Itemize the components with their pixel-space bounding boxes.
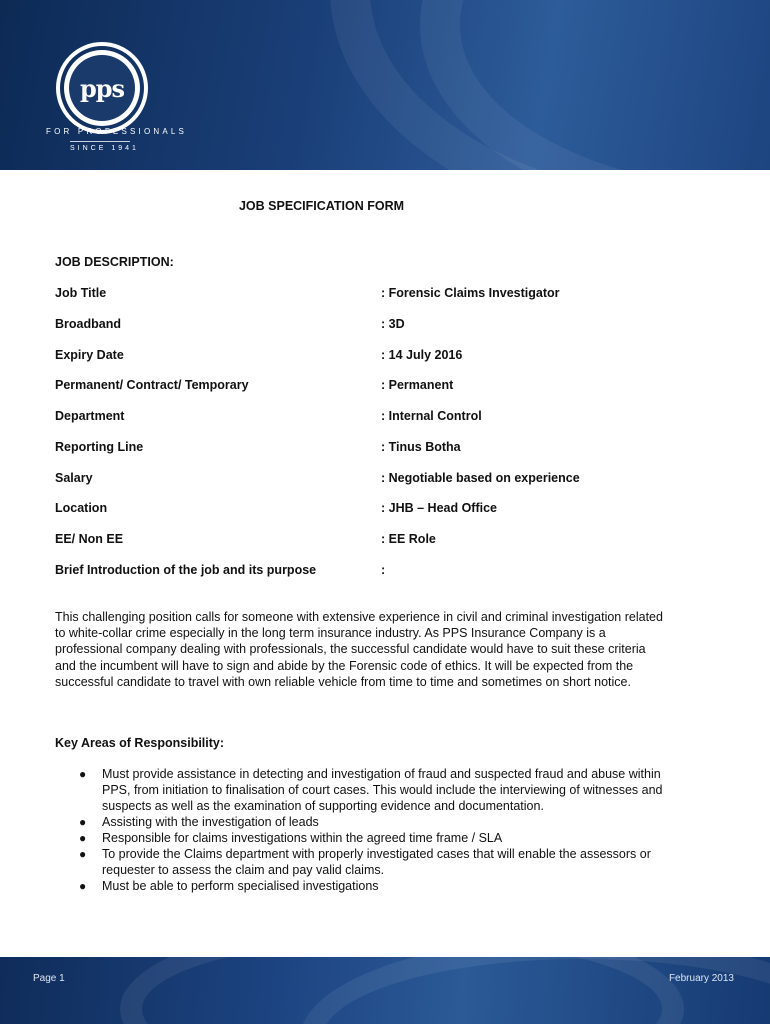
field-row	[55, 501, 715, 519]
field-row	[55, 409, 715, 427]
page-footer-banner	[0, 957, 770, 1024]
field-value: : Permanent	[381, 378, 454, 392]
list-item	[55, 878, 665, 894]
field-label: Location	[55, 501, 108, 515]
job-introduction-paragraph: This challenging position calls for someone with extensive experience in civil and criminal investigation related to white-collar crime especially in the long term insurance industry. As PPS Insurance Company is a professional company dealing with professionals, the successful candidate would have to suit these criteria and the incumbent will have to sign and abide by the Forensic code of ethics. It will be expected from the successful candidate to travel with own reliable vehicle from time to time and sometimes on short notice.	[55, 610, 663, 689]
tagline-divider	[70, 141, 130, 142]
field-value: : JHB – Head Office	[381, 501, 498, 515]
field-row	[55, 348, 715, 366]
logo-tagline: FOR PROFESSIONALS	[46, 127, 188, 136]
field-label: Department	[55, 409, 125, 423]
field-value: : 14 July 2016	[381, 348, 463, 362]
bullet-icon: ●	[79, 815, 87, 829]
form-title: JOB SPECIFICATION FORM	[238, 199, 405, 213]
footer-date: February 2013	[668, 973, 734, 984]
field-label: Permanent/ Contract/ Temporary	[55, 378, 249, 392]
field-label: Job Title	[55, 286, 107, 300]
field-value: : Internal Control	[381, 409, 482, 423]
field-label: EE/ Non EE	[55, 532, 124, 546]
list-item-text: Responsible for claims investigations within the agreed time frame / SLA	[102, 831, 503, 845]
field-row	[55, 378, 715, 396]
field-value: : 3D	[381, 317, 405, 331]
job-description-heading: JOB DESCRIPTION:	[55, 255, 174, 269]
field-label: Salary	[55, 471, 93, 485]
field-value: : Negotiable based on experience	[381, 471, 580, 485]
field-row	[55, 440, 715, 458]
list-item-text: To provide the Claims department with properly investigated cases that will enable the assessors or requester to assess the claim and pay valid claims.	[102, 847, 651, 877]
page-number: Page 1	[33, 973, 65, 984]
pps-logo	[69, 55, 135, 121]
field-label: Brief Introduction of the job and its purpose	[55, 563, 317, 577]
logo-since: SINCE 1941	[70, 145, 139, 152]
bullet-icon: ●	[79, 879, 87, 893]
field-row	[55, 563, 715, 581]
list-item	[55, 814, 665, 830]
field-value: :	[381, 563, 386, 577]
bullet-icon: ●	[79, 847, 87, 861]
field-row	[55, 532, 715, 550]
logo-text: pps	[79, 73, 125, 103]
responsibilities-list	[55, 766, 665, 894]
field-value: : Tinus Botha	[381, 440, 461, 454]
field-label: Reporting Line	[55, 440, 144, 454]
responsibilities-heading: Key Areas of Responsibility:	[55, 736, 225, 750]
field-row	[55, 471, 715, 489]
field-row	[55, 317, 715, 335]
field-label: Broadband	[55, 317, 121, 331]
list-item	[55, 830, 665, 846]
list-item-text: Assisting with the investigation of leads	[102, 815, 319, 829]
field-label: Expiry Date	[55, 348, 124, 362]
field-value: : EE Role	[381, 532, 436, 546]
bullet-icon: ●	[79, 831, 87, 845]
list-item-text: Must be able to perform specialised investigations	[102, 879, 379, 893]
list-item-text: Must provide assistance in detecting and investigation of fraud and suspected fraud and abuse within PPS, from initiation to finalisation of court cases. This would include the interviewing of witnesses and suspects as well as the examination of supporting evidence and documentation.	[102, 767, 663, 813]
page-header-banner	[0, 0, 770, 170]
list-item	[55, 846, 665, 878]
field-row	[55, 286, 715, 304]
field-value: : Forensic Claims Investigator	[381, 286, 560, 300]
bullet-icon: ●	[79, 767, 87, 781]
list-item	[55, 766, 665, 814]
